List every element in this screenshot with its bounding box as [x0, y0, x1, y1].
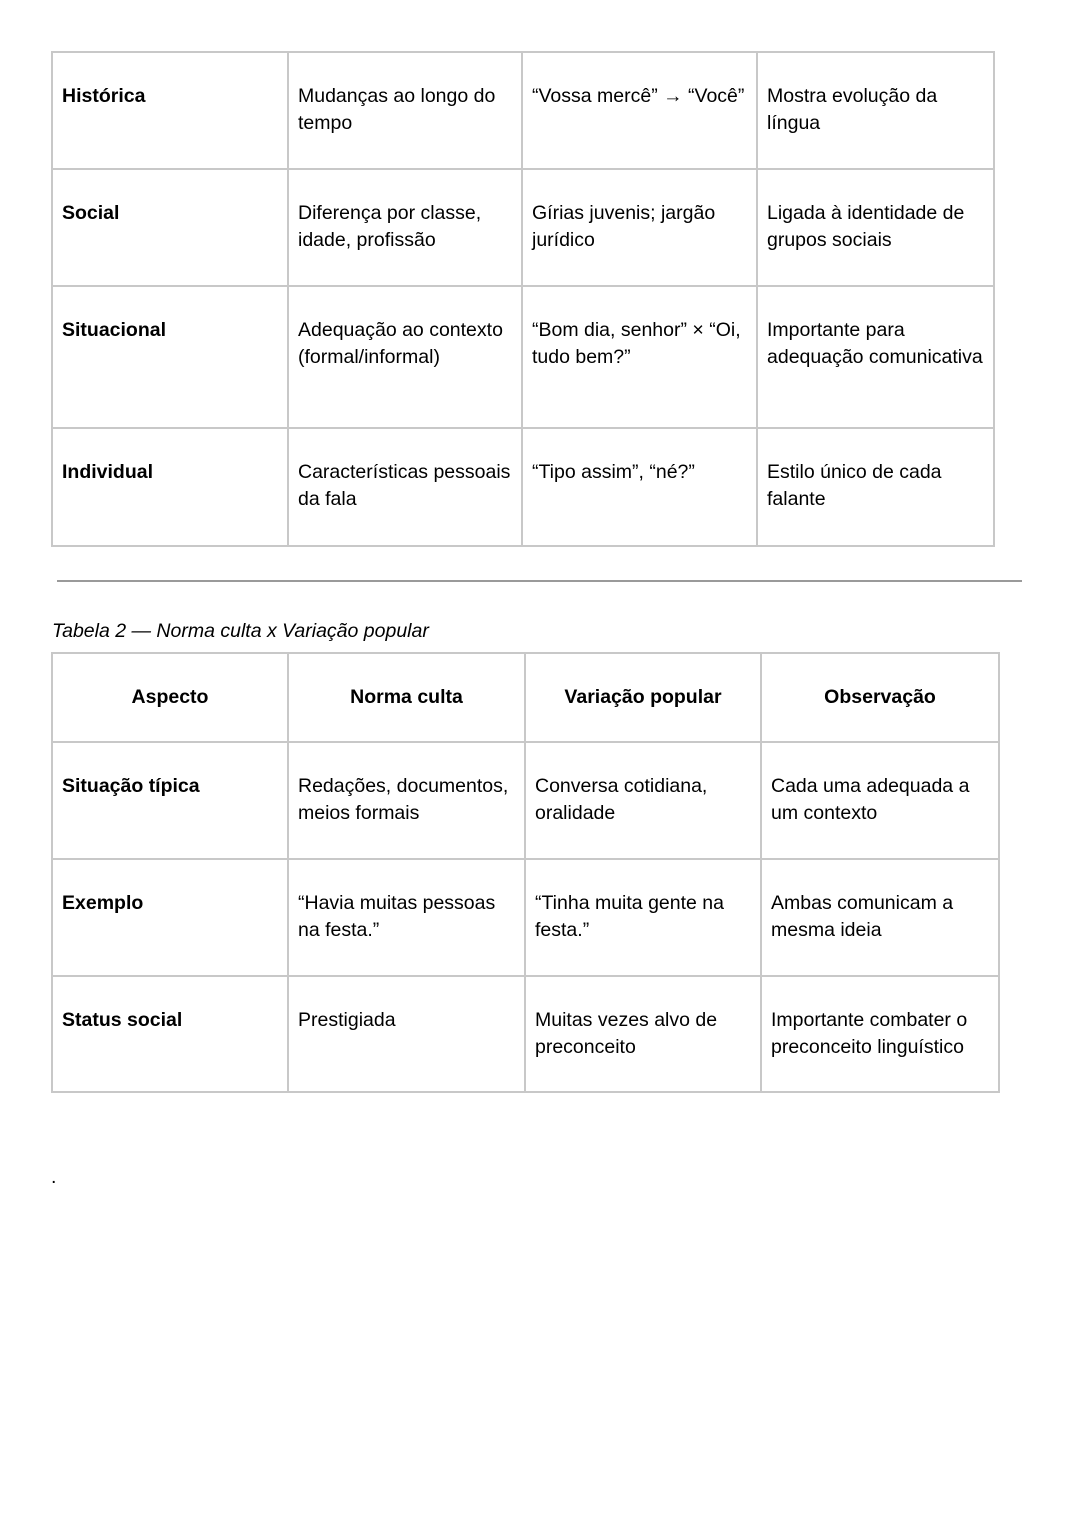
row-heading-cell: Social — [52, 169, 288, 286]
column-header-aspecto: Aspecto — [52, 653, 288, 742]
table-cell: “Bom dia, senhor” × “Oi, tudo bem?” — [522, 286, 757, 428]
row-heading-cell: Histórica — [52, 52, 288, 169]
column-header-norma-culta: Norma culta — [288, 653, 525, 742]
table-row — [52, 742, 999, 859]
table-cell: Características pessoais da fala — [288, 428, 522, 546]
column-header-variacao-popular: Variação popular — [525, 653, 761, 742]
column-header-observacao: Observação — [761, 653, 999, 742]
row-heading-cell: Situação típica — [52, 742, 288, 859]
table-row — [52, 859, 999, 976]
table-cell: “Havia muitas pessoas na festa.” — [288, 859, 525, 976]
table-cell: Ambas comunicam a mesma ideia — [761, 859, 999, 976]
table-row — [52, 169, 994, 286]
table-cell: Ligada à identidade de grupos sociais — [757, 169, 994, 286]
table-cell: Prestigiada — [288, 976, 525, 1092]
table-caption: Tabela 2 — Norma culta x Variação popular — [52, 620, 429, 642]
table-cell: Importante combater o preconceito linguístico — [761, 976, 999, 1092]
trailing-period: . — [51, 1166, 57, 1188]
table-cell: “Tipo assim”, “né?” — [522, 428, 757, 546]
row-heading-cell: Individual — [52, 428, 288, 546]
table-cell: Importante para adequação comunicativa — [757, 286, 994, 428]
table-cell: Gírias juvenis; jargão jurídico — [522, 169, 757, 286]
row-heading-cell: Exemplo — [52, 859, 288, 976]
table-cell: Cada uma adequada a um contexto — [761, 742, 999, 859]
table-row — [52, 286, 994, 428]
horizontal-divider — [57, 580, 1022, 582]
table-row — [52, 52, 994, 169]
table-cell: Diferença por classe, idade, profissão — [288, 169, 522, 286]
table-row — [52, 976, 999, 1092]
table-cell: Conversa cotidiana, oralidade — [525, 742, 761, 859]
table-cell: Adequação ao contexto (formal/informal) — [288, 286, 522, 428]
table-row — [52, 428, 994, 546]
norm-comparison-table — [51, 652, 1000, 1093]
table-cell: Muitas vezes alvo de preconceito — [525, 976, 761, 1092]
row-heading-cell: Status social — [52, 976, 288, 1092]
table-cell: “Tinha muita gente na festa.” — [525, 859, 761, 976]
table-cell: Mudanças ao longo do tempo — [288, 52, 522, 169]
table-cell: Estilo único de cada falante — [757, 428, 994, 546]
table-cell: Redações, documentos, meios formais — [288, 742, 525, 859]
row-heading-cell: Situacional — [52, 286, 288, 428]
table-cell: “Vossa mercê” → “Você” — [522, 52, 757, 169]
variation-types-table — [51, 51, 995, 547]
table-header-row — [52, 653, 999, 742]
table-cell: Mostra evolução da língua — [757, 52, 994, 169]
